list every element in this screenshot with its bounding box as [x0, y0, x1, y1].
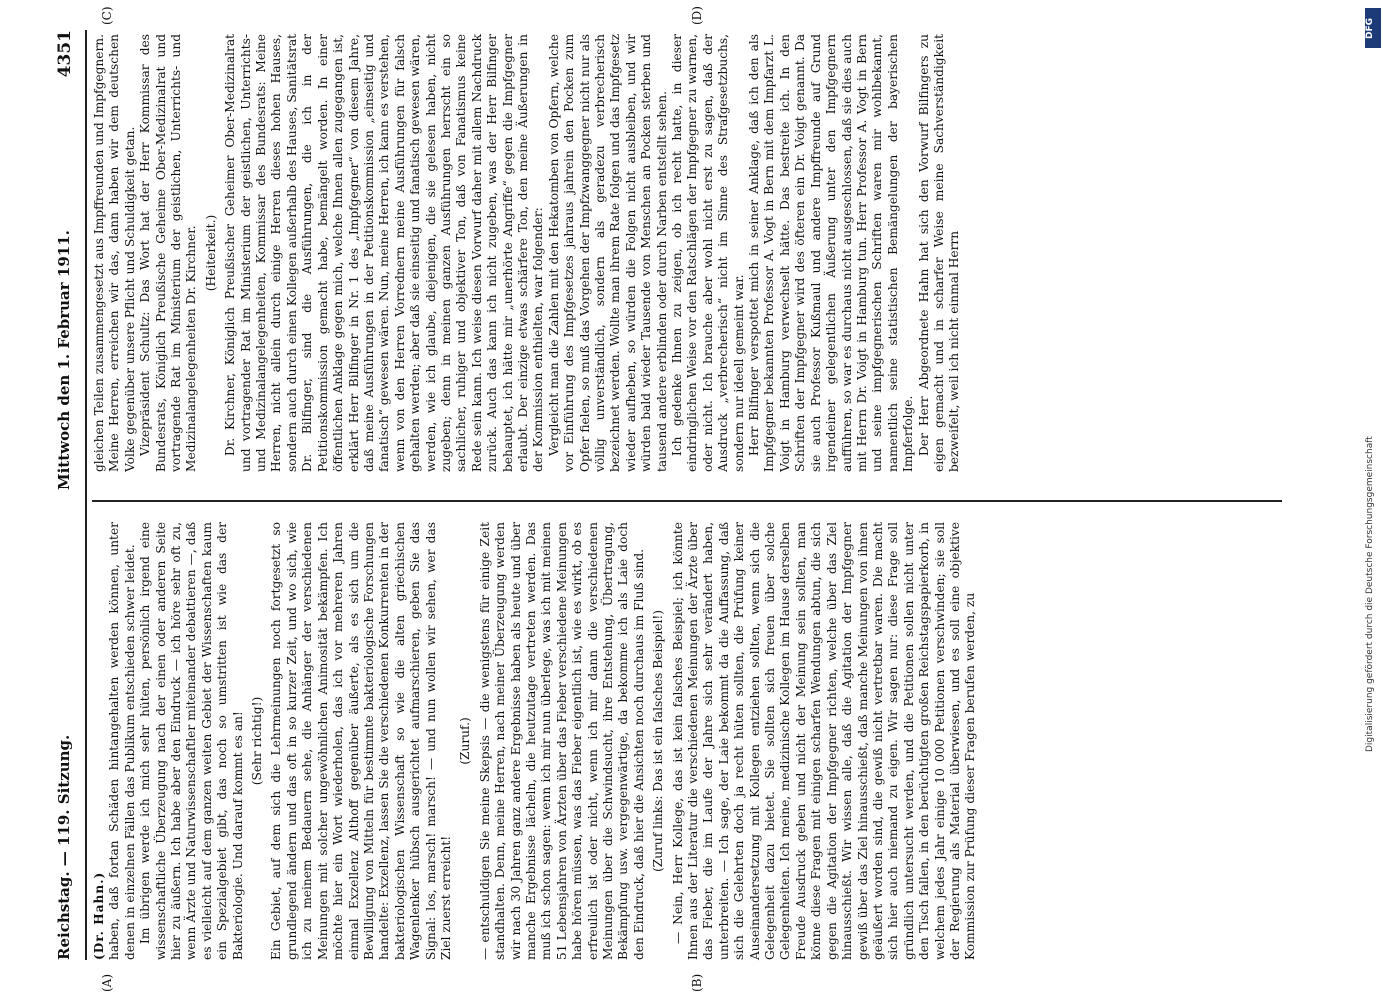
- digitization-sidebar: [1365, 8, 1381, 998]
- paragraph: Im übrigen werde ich mich sehr hüten, persönlich irgend eine wissenschaftliche Überzeugung nach der einen oder anderen Seite hier zu äußern. Ich habe aber den Eindruck — ich höre sehr oft zu, wenn Ärzte und Naturwissenschaftler miteinander debattieren —, daß es vielleicht auf dem ganzen weiten Gebiet der Wissenschaften kaum ein Spezialgebiet gibt, das noch so umstritten ist wie das der Bakteriologie. Und darauf kommt es an!: [138, 522, 245, 960]
- right-column: [92, 34, 963, 472]
- paragraph: — Nein, Herr Kollege, das ist kein falsches Beispiel; ich könnte Ihnen aus der Literatur die verschiedenen Meinungen der Ärzte über das Fieber, die im Laufe der Jahre sich sehr verändert haben, unterbreiten. — Ich sage, der Laie bekommt da die Auffassung, daß sich die Gelehrten doch ja recht hüten sollten, die Prüfung keiner Auseinandersetzung mit Kollegen entziehen sollten, wenn sich die Gelegenheit dazu bietet. Sie sollten sich freuen über solche Gelegenheiten. Ich meine, medizinische Kollegen im Hause derselben Freude Ausdruck geben und nicht der Meinung sein sollten, man könne diese Fragen mit einigen scharfen Wendungen abtun, die sich gegen die Agitation der Impfgegner richten, welche über das Ziel hinausschießt. Wir wissen alle, daß die Agitation der Impfgegner gewiß über das Ziel hinausschießt, daß manche Meinungen von ihnen geäußert worden sind, die gewiß nicht vertretbar waren. Die macht sich hier auch niemand zu eigen. Wir sagen nur: diese Frage soll gründlich untersucht werden, und die Petitionen sollen nicht unter den Tisch fallen, in den berüchtigten großen Reichstagspapierkorb, in welchem jedes Jahr einige 10 000 Petitionen verschwinden; sie soll der Regierung als Material überwiesen, und es soll eine objektive Kommission zur Prüfung dieser Fragen berufen werden, zu: [670, 522, 978, 960]
- dfg-logo: DFG: [1365, 8, 1381, 48]
- interjection: (Zuruf links: Das ist ein falsches Beispiel!): [651, 609, 666, 873]
- speaker-continued: (Dr. Hahn.): [92, 871, 106, 960]
- page-header: [55, 30, 85, 960]
- margin-marker-a: (A): [100, 973, 114, 992]
- header-left: Reichstag. — 119. Sitzung.: [55, 734, 73, 960]
- paragraph: Dr. Kirchner, Königlich Preußischer Geheimer Ober-Medizinalrat und vortragender Rat im Ministerium der geistlichen, Unterrichts- und Medizinalangelegenheiten, Kommissar des Bundesrats: Meine Herren, nicht allein durch einige Herren dieses hohen Hauses, sondern auch durch einen Kollegen außerhalb des Hauses, Sanitätsrat Dr. Bilfinger, sind die Ausführungen, die ich in der Petitionskommission gemacht habe, bemängelt worden. In einer öffentlichen Anklage gegen mich, welche Ihnen allen zugegangen ist, erklärt Herr Bilfinger in Nr. 1 des „Impfgegner“ von diesem Jahre, daß meine Ausführungen in der Petitionskommission „einseitig und fanatisch“ gewesen wären. Nun, meine Herren, ich kann es verstehen, wenn von den Herren Vorrednern meine Ausführungen für falsch gehalten werden; aber daß sie einseitig und fanatisch gewesen wären, werden, wie ich glaube, diejenigen, die sie gelesen haben, nicht zugeben; denn in meinen ganzen Ausführungen herrscht ein so sachlicher, ruhiger und objektiver Ton, daß von Fanatismus keine Rede sein kann. Ich weise diesen Vorwurf daher mit allem Nachdruck zurück. Auch das kann ich nicht zugeben, was der Herr Bilfinger behauptet, ich hätte mir „unerhörte Angriffe“ gegen die Impfgegner erlaubt. Der einzige etwas schärfere Ton, den meine Äußerungen in der Kommission enthielten, war folgender:: [223, 33, 546, 472]
- paragraph: Vizepräsident Schultz: Das Wort hat der Herr Kommissar des Bundesrats, Königlich Preußische Geheime Ober-Medizinalrat und vortragende Rat im Ministerium der geistlichen, Unterrichts- und Medizinalangelegenheiten Dr. Kirchner.: [138, 34, 199, 472]
- interjection: (Zuruf.): [458, 717, 473, 765]
- paragraph: Ein Gebiet, auf dem sich die Lehrmeinungen noch fortgesetzt so grundlegend ändern und das oft in so kurzer Zeit, und wo sich, wie ich zu meinem Bedauern sehe, die Anhänger der verschiedenen Meinungen mit solcher ungewöhnlichen Animosität bekämpfen. Ich möchte hier ein Wort wiederholen, das ich vor mehreren Jahren einmal Exzellenz Althoff gegenüber äußerte, als es sich um die Bewilligung von Mitteln für bestimmte bakteriologische Forschungen handelte: Exzellenz, lassen Sie die verschiedenen Konkurrenten in der bakteriologischen Wissenschaft so wie die alten griechischen Wagenlenker hübsch ausgerichtet aufmarschieren, geben Sie das Signal: los, marsch! marsch! — und nun wollen wir sehen, wer das Ziel zuerst erreicht!: [269, 522, 453, 960]
- header-date: Mittwoch den 1. Februar 1911.: [55, 230, 73, 490]
- quotation: Vergleicht man die Zahlen mit den Hekatomben von Opfern, welche vor Einführung des Impfgesetzes jahraus jahrein den Pocken zum Opfer fielen, so muß das Vorgehen der Impfzwanggegner nicht nur als völlig unverständlich, sondern als geradezu verbrecherisch bezeichnet werden. Wollte man ihrem Rate folgen und das Impfgesetz wieder aufheben, so würden die Folgen nicht ausbleiben, und wir würden bald wieder Tausende von Menschen an Pocken sterben und tausend andere erblinden oder durch Narben entstellt sehen.: [546, 34, 669, 472]
- header-rule: [85, 30, 87, 960]
- interjection: (Heiterkeit.): [203, 214, 218, 292]
- margin-marker-b: (B): [690, 973, 704, 992]
- paragraph: Herr Bilfinger verspottet mich in seiner Anklage, daß ich den als Impfgegner bekannten Professor A. Vogt in Bern mit dem Impfarzt L. Voigt in Hamburg verwechselt hätte. Das bestreite ich. In den Schriften der Impfgegner wird des öfteren ein Dr. Voigt genannt. Da sie auch Professor Kußmaul und andere Impffreunde auf Grund irgendeiner gelegentlichen Äußerung unter den Impfgegnern aufführen, so war es durchaus nicht ausgeschlossen, daß sie dies auch mit Herrn Dr. Voigt in Hamburg tun. Herr Professor A. Vogt in Bern und seine impfgegnerischen Schriften waren mir wohlbekannt, namentlich seine statistischen Bemängelungen der bayerischen Impferfolge.: [747, 34, 916, 472]
- paragraph: — entschuldigen Sie meine Skepsis — die wenigstens für einige Zeit standhalten. Denn, meine Herren, nach meiner Überzeugung werden wir nach 30 Jahren ganz andere Ergebnisse haben als heute und über manche Ergebnisse lächeln, die heutzutage vertreten werden. Das muß ich schon sagen: wenn ich mir nun überlege, was ich mit meinen 51 Lebensjahren von Ärzten über das Fieber verschiedene Meinungen habe hören müssen, was das Fieber eigentlich ist, wie es wirkt, ob es erfreulich ist oder nicht, wenn ich mir dann die verschiedenen Meinungen über die Schwindsucht, ihre Entstehung, Übertragung, Bekämpfung usw. vergegenwärtige, da bekomme ich als Laie doch den Eindruck, daß hier die Ansichten noch durchaus im Fluß sind.: [477, 522, 646, 960]
- paragraph: Ich gedenke Ihnen zu zeigen, ob ich recht hatte, in dieser eindringlichen Weise vor den Ratschlägen der Impfgegner zu warnen, oder nicht. Ich brauche aber wohl nicht erst zu sagen, daß der Ausdruck „verbrecherisch“ nicht im Sinne des Strafgesetzbuchs, sondern nur ideell gemeint war.: [670, 34, 746, 472]
- margin-marker-d: (D): [690, 6, 704, 25]
- digitization-credit: Digitalisierung gefördert durch die Deutsche Forschungsgemeinschaft: [1365, 436, 1375, 752]
- margin-marker-c: (C): [100, 6, 114, 25]
- paragraph: haben, daß fortan Schäden hintangehalten werden können, unter denen in einzelnen Fällen das Publikum entschieden schwer leidet.: [107, 522, 137, 960]
- page-number: 4351: [55, 30, 75, 78]
- interjection: (Sehr richtig!): [250, 696, 265, 786]
- column-divider: [92, 500, 1282, 502]
- paragraph: gleichen Teilen zusammengesetzt aus Impffreunden und Impfgegnern. Meine Herren, erreichen wir das, dann haben wir dem deutschen Volke gegenüber unsere Pflicht und Schuldigkeit getan.: [92, 34, 137, 472]
- left-column: [92, 522, 979, 960]
- paragraph: Der Herr Abgeordnete Hahn hat sich den Vorwurf Bilfingers zu eigen gemacht und in scharfer Weise meine Sachverständigkeit bezweifelt, weil ich nicht einmal Herrn: [916, 34, 962, 472]
